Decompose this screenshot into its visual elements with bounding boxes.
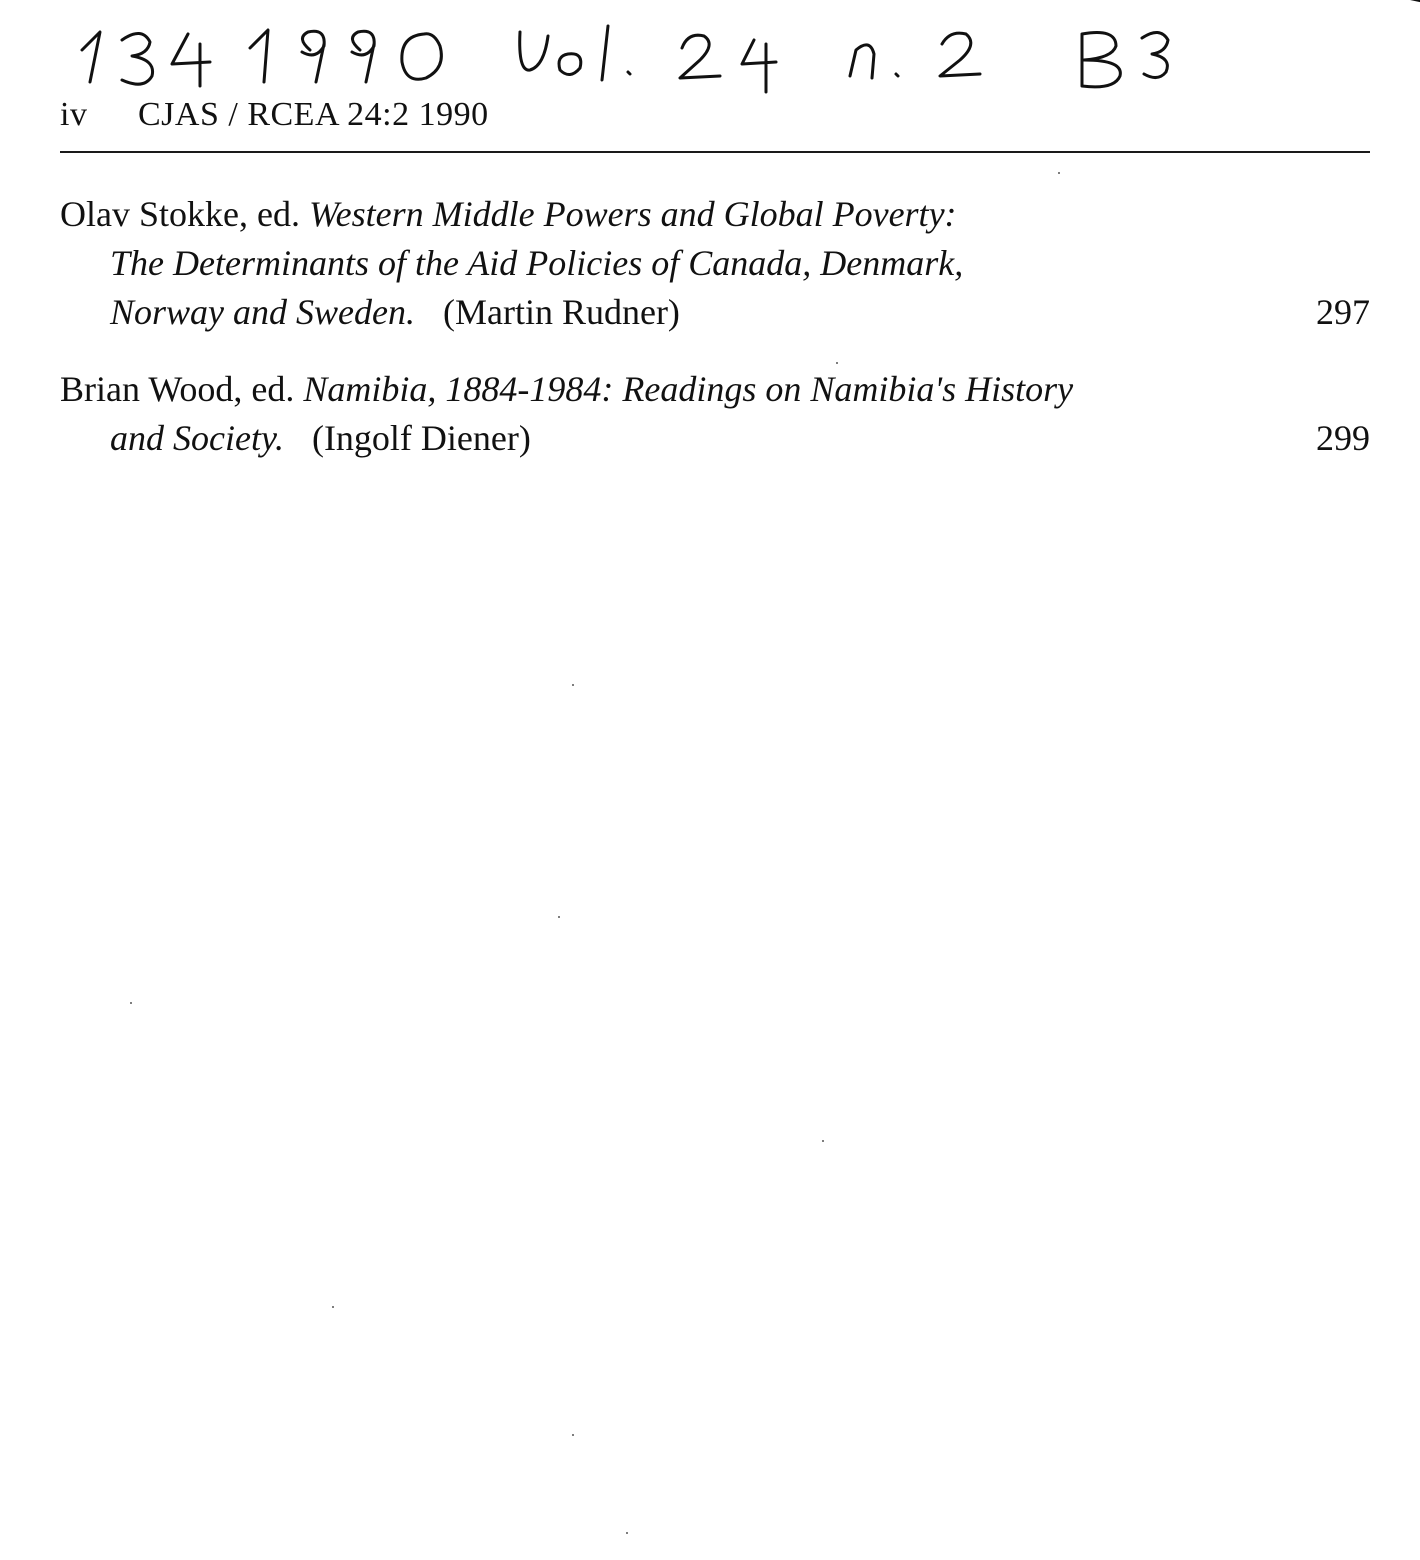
scan-speck [822,1140,824,1142]
review-entry [60,190,1370,337]
entry-reviewer: (Ingolf Diener) [311,418,531,458]
running-header [60,96,489,134]
entry-title-line: Namibia, 1884-1984: Readings on Namibia's History [303,369,1074,409]
scan-speck [130,1002,132,1004]
scan-speck [572,684,574,686]
entry-first-line [60,190,1370,239]
handwriting-drawing [60,20,1260,90]
entry-first-line [60,365,1370,414]
entry-title-line: and Society. [110,418,284,458]
header-rule [60,151,1370,153]
entry-continuation-line [60,414,1370,463]
handwritten-call-number [60,20,1260,90]
review-contents-list [60,190,1370,491]
page-folio: iv [60,96,88,133]
entry-title-line: Western Middle Powers and Global Poverty: [308,194,957,234]
entry-page-number: 297 [1316,292,1370,332]
scan-speck [1058,172,1060,174]
entry-title-line: Norway and Sweden. [110,292,415,332]
entry-reviewer: (Martin Rudner) [442,292,680,332]
entry-page-number: 299 [1316,418,1370,458]
scan-speck [572,1434,574,1436]
entry-continuation-line [60,288,1370,337]
scan-speck [332,1306,334,1308]
scan-speck [558,916,560,918]
entry-author: Brian Wood, ed. [60,369,295,409]
entry-title-line: The Determinants of the Aid Policies of Canada, Denmark, [110,243,964,283]
scan-speck [836,362,838,364]
review-entry [60,365,1370,463]
entry-continuation-line [60,239,1370,288]
scan-speck [626,1532,628,1534]
scan-edge-shadow [1360,0,1420,20]
entry-author: Olav Stokke, ed. [60,194,300,234]
journal-issue: CJAS / RCEA 24:2 1990 [138,96,489,133]
